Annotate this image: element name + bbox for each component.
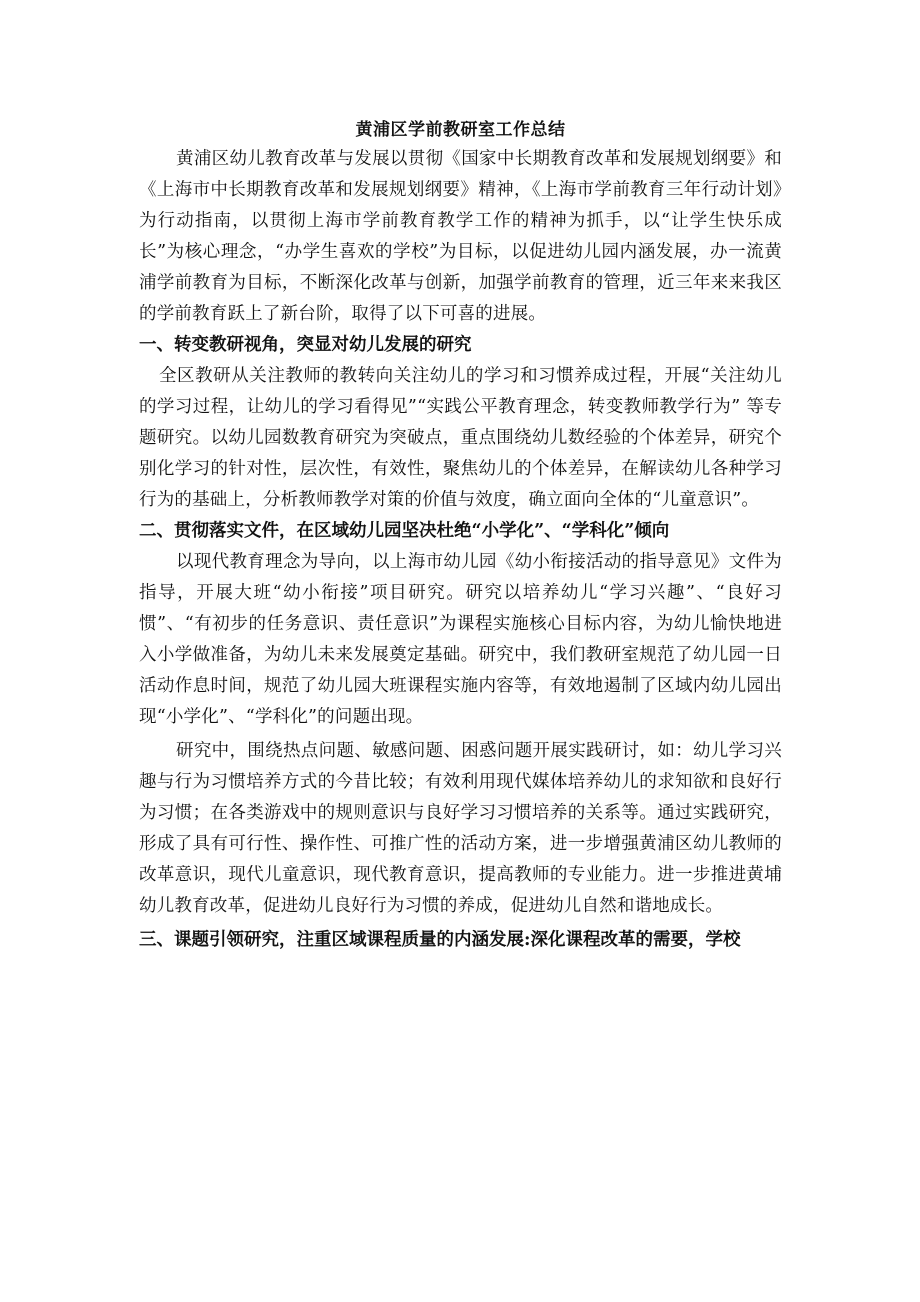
section-2-heading: 二、贯彻落实文件，在区域幼儿园坚决杜绝“小学化”、“学科化”倾向	[139, 521, 670, 541]
document-page	[139, 116, 782, 956]
section-2-paragraph-2: 研究中，围绕热点问题、敏感问题、困惑问题开展实践研讨，如：幼儿学习兴趣与行为习惯培养方式的今昔比较；有效利用现代媒体培养幼儿的求知欲和良好行为习惯；在各类游戏中的规则意识与良好学习习惯培养的关系等。通过实践研究，形成了具有可行性、操作性、可推广性的活动方案，进一步增强黄浦区幼儿教师的改革意识，现代儿童意识，现代教育意识，提高教师的专业能力。进一步推进黄埔幼儿教育改革，促进幼儿良好行为习惯的养成，促进幼儿自然和谐地成长。	[139, 741, 782, 916]
section-1-paragraph-1: 全区教研从关注教师的教转向关注幼儿的学习和习惯养成过程，开展“关注幼儿的学习过程，让幼儿的学习看得见”“实践公平教育理念，转变教师教学行为” 等专题研究。以幼儿园数教育研究为突破点，重点围绕幼儿数经验的个体差异，研究个别化学习的针对性，层次性，有效性，聚焦幼儿的个体差异，在解读幼儿各种学习行为的基础上，分析教师教学对策的价值与效度，确立面向全体的“儿童意识”。	[139, 366, 782, 510]
section-1-heading: 一、转变教研视角，突显对幼儿发展的研究	[139, 335, 472, 355]
section-2-paragraph-1: 以现代教育理念为导向，以上海市幼儿园《幼小衔接活动的指导意见》文件为指导，开展大班“幼小衔接”项目研究。研究以培养幼儿“学习兴趣”、“良好习惯”、“有初步的任务意识、责任意识”为课程实施核心目标内容，为幼儿愉快地进入小学做准备，为幼儿未来发展奠定基础。研究中，我们教研室规范了幼儿园一日活动作息时间，规范了幼儿园大班课程实施内容等，有效地遏制了区域内幼儿园出现“小学化”、“学科化”的问题出现。	[139, 552, 782, 727]
intro-paragraph: 黄浦区幼儿教育改革与发展以贯彻《国家中长期教育改革和发展规划纲要》和《上海市中长期教育改革和发展规划纲要》精神，《上海市学前教育三年行动计划》为行动指南，以贯彻上海市学前教育教学工作的精神为抓手，以“让学生快乐成长”为核心理念，“办学生喜欢的学校”为目标，以促进幼儿园内涵发展，办一流黄浦学前教育为目标，不断深化改革与创新，加强学前教育的管理，近三年来来我区的学前教育跃上了新台阶，取得了以下可喜的进展。	[139, 149, 782, 324]
section-3-heading: 三、课题引领研究，注重区域课程质量的内涵发展:深化课程改革的需要，学校	[139, 930, 741, 950]
document-title: 黄浦区学前教研室工作总结	[355, 120, 566, 140]
